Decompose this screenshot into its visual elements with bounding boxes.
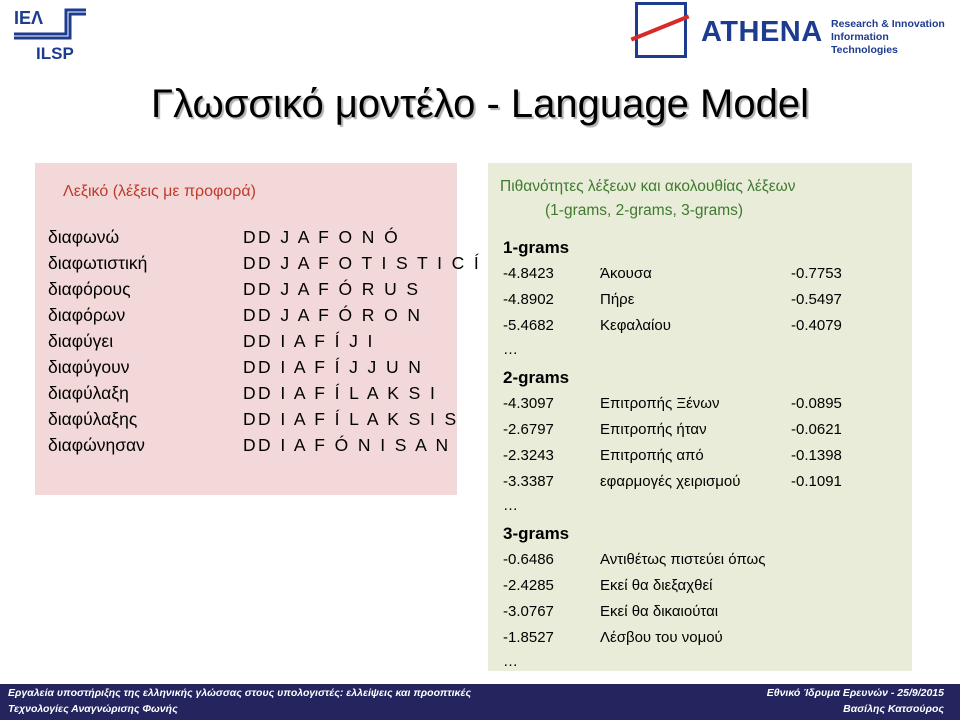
ngram-row bbox=[503, 287, 908, 313]
ngram-logprob: -5.4682 bbox=[503, 317, 554, 334]
lexicon-word: διαφύλαξη bbox=[48, 383, 129, 403]
lexicon-word: διαφύλαξης bbox=[48, 409, 138, 429]
lexicon-word: διαφύγει bbox=[48, 331, 114, 351]
ngram-row bbox=[503, 313, 908, 339]
ngram-row bbox=[503, 625, 908, 651]
ngram-backoff: -0.1091 bbox=[791, 473, 842, 490]
athena-logo bbox=[635, 2, 953, 64]
lexicon-pronunciation: DD I A F Í L A K S I S bbox=[243, 409, 459, 429]
footer-event-title: Εργαλεία υποστήριξης της ελληνικής γλώσσας στους υπολογιστές: ελλείψεις και προοπτικές bbox=[8, 687, 472, 699]
lexicon-pronunciation: DD J A F Ó R U S bbox=[243, 279, 421, 299]
ngram-logprob: -4.8902 bbox=[503, 291, 554, 308]
lexicon-pronunciation: DD J A F Ó R O N bbox=[243, 305, 423, 325]
ngram-row bbox=[503, 261, 908, 287]
ngram-logprob: -4.3097 bbox=[503, 395, 554, 412]
ngram-logprob: -2.4285 bbox=[503, 577, 554, 594]
ngram-backoff: -0.7753 bbox=[791, 265, 842, 282]
ngram-row bbox=[503, 547, 908, 573]
lexicon-word: διαφόρων bbox=[48, 305, 126, 325]
ngram-row bbox=[503, 573, 908, 599]
ngram-logprob: -1.8527 bbox=[503, 629, 554, 646]
athena-subtitle bbox=[831, 18, 953, 57]
ngram-backoff: -0.0895 bbox=[791, 395, 842, 412]
ngram-text: Εκεί θα δικαιούται bbox=[600, 603, 719, 620]
ngram-logprob: -4.8423 bbox=[503, 265, 554, 282]
ngram-text: Αντιθέτως πιστεύει όπως bbox=[600, 551, 766, 568]
ngram-row bbox=[503, 599, 908, 625]
lexicon-pronunciation: DD I A F Í J I bbox=[243, 331, 375, 351]
ieal-ilsp-logo bbox=[10, 4, 90, 62]
ngram-text: εφαρμογές χειρισμού bbox=[600, 473, 741, 490]
ngram-text: Κεφαλαίου bbox=[600, 317, 671, 334]
lexicon-word: διαφώνησαν bbox=[48, 435, 145, 455]
ngram-text: Επιτροπής από bbox=[600, 447, 704, 464]
logo-bottom-text: ILSP bbox=[36, 44, 74, 62]
ngram-backoff: -0.5497 bbox=[791, 291, 842, 308]
ngram-logprob: -0.6486 bbox=[503, 551, 554, 568]
lexicon-pronunciation: DD I A F Í L A K S I bbox=[243, 383, 438, 403]
lexicon-word: διαφύγουν bbox=[48, 357, 130, 377]
lexicon-word: διαφωτιστική bbox=[48, 253, 148, 273]
ngram-backoff: -0.0621 bbox=[791, 421, 842, 438]
ngram-text: Πήρε bbox=[600, 291, 635, 308]
slide-title: Γλωσσικό μοντέλο - Language Model bbox=[151, 82, 809, 126]
lexicon-title: Λεξικό (λέξεις με προφορά) bbox=[63, 183, 256, 200]
athena-subtitle-line-2: Information Technologies bbox=[831, 31, 898, 56]
ngram-row bbox=[503, 469, 908, 495]
lexicon-pronunciation: DD J A F O T I S T I C Í bbox=[243, 253, 482, 273]
ngram-text: Άκουσα bbox=[600, 265, 652, 282]
lexicon-panel bbox=[35, 163, 482, 495]
ngram-text: Λέσβου του νομού bbox=[600, 629, 723, 646]
ngram-section-heading: 2-grams bbox=[503, 368, 570, 387]
lexicon-word: διαφόρους bbox=[48, 279, 131, 299]
ngram-panel bbox=[488, 163, 912, 671]
ngram-backoff: -0.1398 bbox=[791, 447, 842, 464]
footer-session-title: Τεχνολογίες Αναγνώρισης Φωνής bbox=[8, 703, 178, 715]
lexicon-pronunciation: DD J A F O N Ó bbox=[243, 227, 401, 247]
athena-mark-icon bbox=[635, 2, 687, 58]
ngram-section-heading: 3-grams bbox=[503, 524, 570, 543]
ngram-row bbox=[503, 443, 908, 469]
ngram-ellipsis: … bbox=[503, 653, 518, 670]
ngram-ellipsis: … bbox=[503, 497, 518, 514]
lexicon-word: διαφωνώ bbox=[48, 227, 120, 247]
footer-author: Βασίλης Κατσούρος bbox=[843, 703, 944, 715]
ngram-text: Επιτροπής ήταν bbox=[600, 421, 707, 438]
ngram-logprob: -3.3387 bbox=[503, 473, 554, 490]
ngram-row bbox=[503, 391, 908, 417]
footer-bar bbox=[0, 684, 960, 720]
ngram-section-heading: 1-grams bbox=[503, 238, 570, 257]
logo-top-text: IEΛ bbox=[14, 8, 44, 28]
ngram-logprob: -2.6797 bbox=[503, 421, 554, 438]
lexicon-pronunciation: DD I A F Í J J U N bbox=[243, 357, 424, 377]
athena-wordmark: ATHENA bbox=[701, 16, 823, 48]
ngram-title-line-2: (1-grams, 2-grams, 3-grams) bbox=[545, 202, 744, 219]
ngram-logprob: -2.3243 bbox=[503, 447, 554, 464]
ngram-text: Επιτροπής Ξένων bbox=[600, 395, 720, 412]
ngram-backoff: -0.4079 bbox=[791, 317, 842, 334]
footer-venue-date: Εθνικό Ίδρυμα Ερευνών - 25/9/2015 bbox=[766, 687, 944, 699]
ngram-row bbox=[503, 417, 908, 443]
ngram-ellipsis: … bbox=[503, 341, 518, 358]
ngram-title-line-1: Πιθανότητες λέξεων και ακολουθίας λέξεων bbox=[500, 178, 796, 195]
ngram-logprob: -3.0767 bbox=[503, 603, 554, 620]
athena-subtitle-line-1: Research & Innovation bbox=[831, 18, 945, 30]
ngram-list bbox=[503, 235, 908, 677]
ngram-text: Εκεί θα διεξαχθεί bbox=[600, 577, 713, 594]
lexicon-pronunciation: DD I A F Ó N I S A N bbox=[243, 435, 451, 455]
